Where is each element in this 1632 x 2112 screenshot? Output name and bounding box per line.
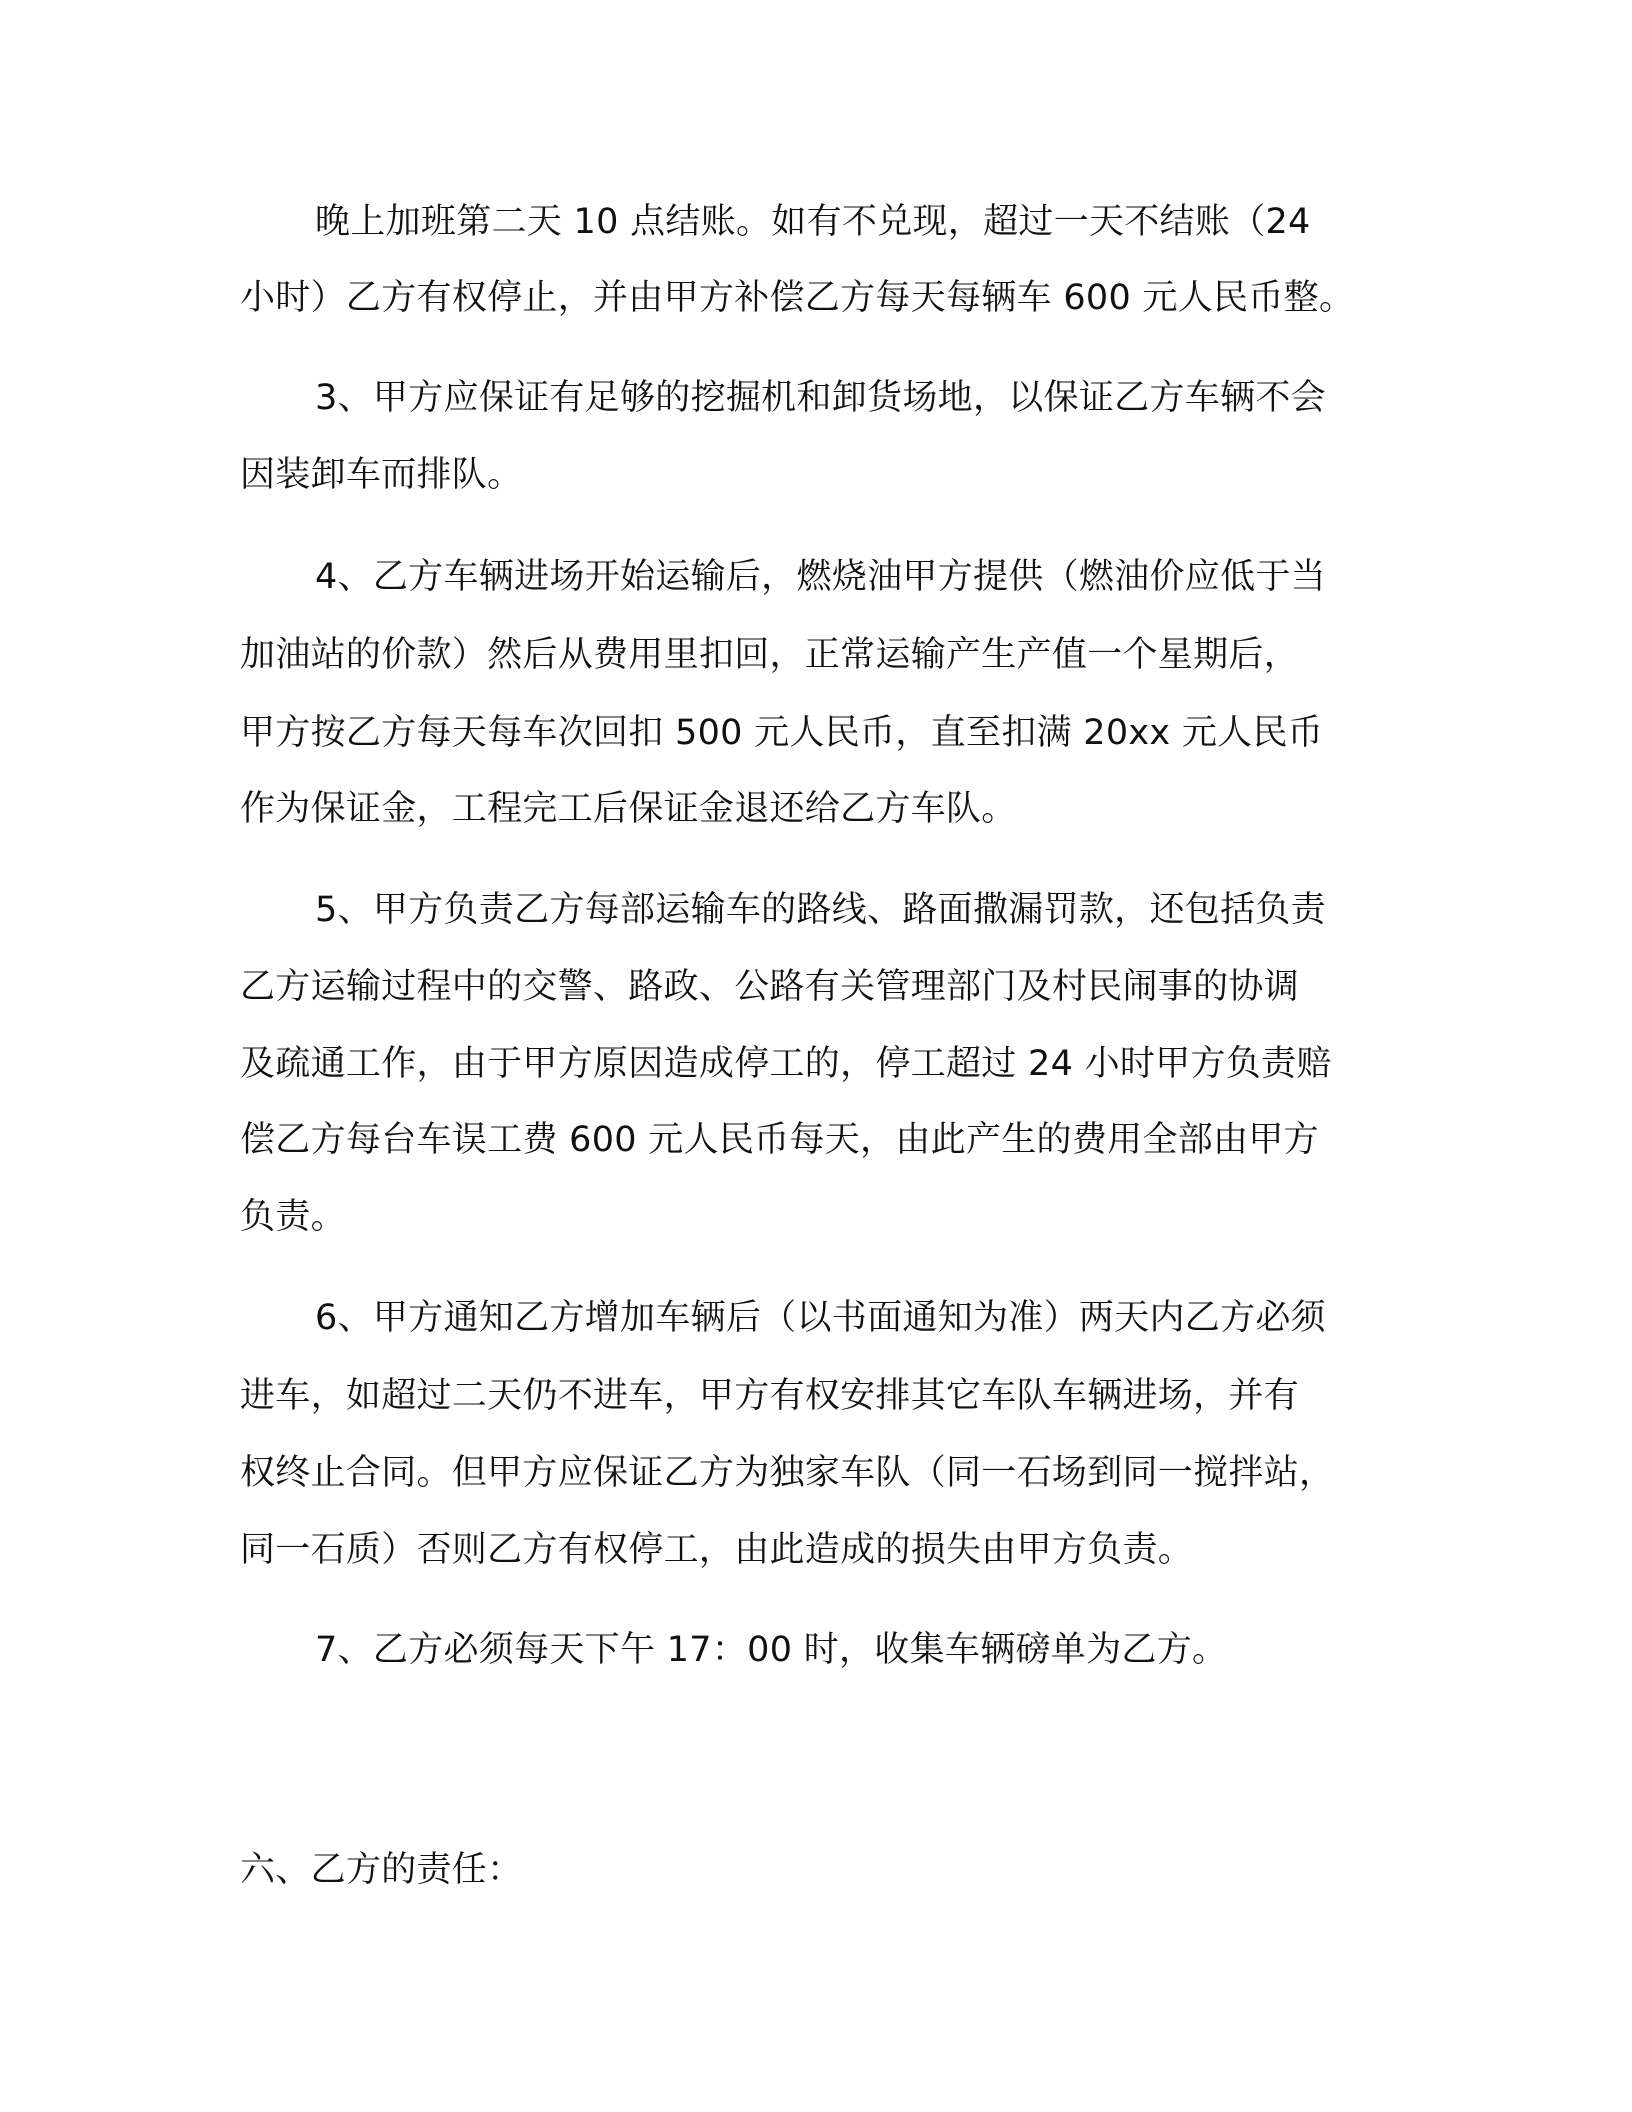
item-4-heading: 4、乙方车辆进场开始运输后，燃烧油甲方提供（燃油价应低于当 bbox=[315, 557, 1326, 597]
item-5-heading: 5、甲方负责乙方每部运输车的路线、路面撒漏罚款，还包括负责 bbox=[315, 890, 1326, 930]
text-line: 加油站的价款）然后从费用里扣回，正常运输产生产值一个星期后， bbox=[240, 635, 1300, 675]
text-line: 进车，如超过二天仍不进车，甲方有权安排其它车队车辆进场，并有 bbox=[240, 1376, 1300, 1416]
text-line: 乙方运输过程中的交警、路政、公路有关管理部门及村民闹事的协调 bbox=[240, 967, 1300, 1007]
text-line: 偿乙方每台车误工费 600 元人民币每天，由此产生的费用全部由甲方 bbox=[240, 1120, 1319, 1160]
text-line: 及疏通工作，由于甲方原因造成停工的，停工超过 24 小时甲方负责赔 bbox=[240, 1044, 1332, 1084]
item-7-heading: 7、乙方必须每天下午 17：00 时，收集车辆磅单为乙方。 bbox=[315, 1630, 1228, 1670]
item-6-heading: 6、甲方通知乙方增加车辆后（以书面通知为准）两天内乙方必须 bbox=[315, 1298, 1326, 1338]
text-line: 负责。 bbox=[240, 1197, 346, 1237]
text-line: 权终止合同。但甲方应保证乙方为独家车队（同一石场到同一搅拌站， bbox=[240, 1453, 1335, 1493]
section-heading: 六、乙方的责任： bbox=[240, 1850, 523, 1890]
text-line: 小时）乙方有权停止，并由甲方补偿乙方每天每辆车 600 元人民币整。 bbox=[240, 278, 1355, 318]
text-line: 同一石质）否则乙方有权停工，由此造成的损失由甲方负责。 bbox=[240, 1530, 1194, 1570]
text-line: 因装卸车而排队。 bbox=[240, 455, 523, 495]
text-line: 晚上加班第二天 10 点结账。如有不兑现，超过一天不结账（24 bbox=[315, 202, 1311, 242]
text-line: 作为保证金，工程完工后保证金退还给乙方车队。 bbox=[240, 789, 1017, 829]
text-line: 甲方按乙方每天每车次回扣 500 元人民币，直至扣满 20xx 元人民币 bbox=[240, 713, 1324, 753]
item-3-heading: 3、甲方应保证有足够的挖掘机和卸货场地，以保证乙方车辆不会 bbox=[315, 378, 1326, 418]
